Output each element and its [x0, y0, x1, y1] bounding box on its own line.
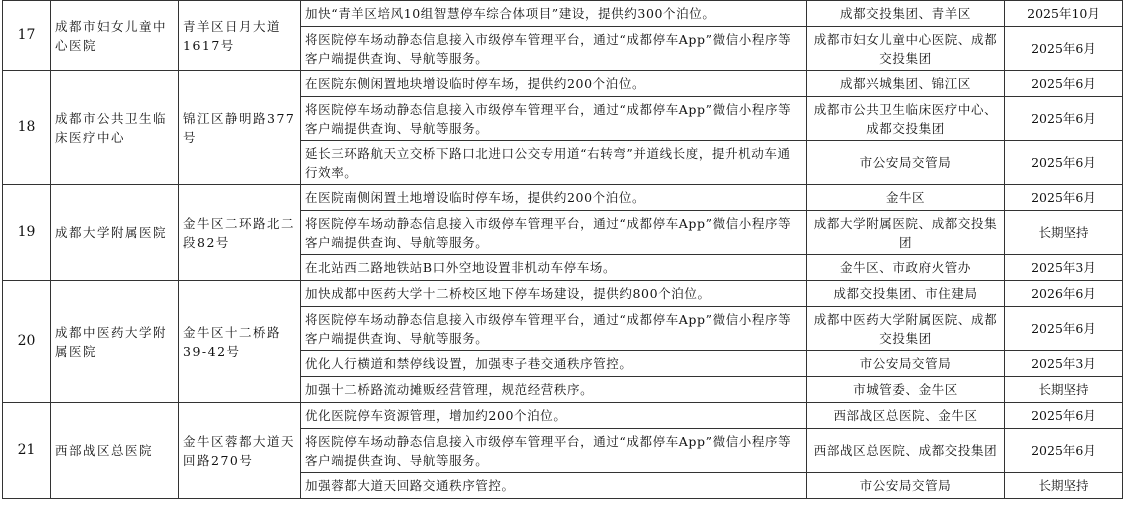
measure-text: 加强十二桥路流动摊贩经营管理，规范经营秩序。 [301, 377, 807, 403]
row-number: 20 [3, 281, 51, 403]
table-row [3, 71, 1123, 97]
responsible-unit: 成都中医药大学附属医院、成都交投集团 [807, 307, 1005, 351]
measure-text: 将医院停车场动静态信息接入市级停车管理平台，通过“成都停车App”微信小程序等客户端提供查询、导航等服务。 [301, 97, 807, 141]
deadline: 2025年6月 [1005, 185, 1123, 211]
deadline: 长期坚持 [1005, 211, 1123, 255]
responsible-unit: 成都大学附属医院、成都交投集团 [807, 211, 1005, 255]
responsible-unit: 市公安局交管局 [807, 351, 1005, 377]
deadline: 2025年6月 [1005, 97, 1123, 141]
measure-text: 延长三环路航天立交桥下路口北进口公交专用道“右转弯”并道线长度，提升机动车通行效率。 [301, 141, 807, 185]
hospital-address: 锦江区静明路377号 [179, 71, 301, 185]
measure-text: 将医院停车场动静态信息接入市级停车管理平台，通过“成都停车App”微信小程序等客户端提供查询、导航等服务。 [301, 429, 807, 473]
row-number: 21 [3, 403, 51, 499]
hospital-name: 成都中医药大学附属医院 [51, 281, 179, 403]
deadline: 2025年3月 [1005, 351, 1123, 377]
responsible-unit: 西部战区总医院、金牛区 [807, 403, 1005, 429]
responsible-unit: 成都交投集团、市住建局 [807, 281, 1005, 307]
hospital-name: 成都市公共卫生临床医疗中心 [51, 71, 179, 185]
table-row [3, 1, 1123, 27]
measure-text: 加快“青羊区培风10组智慧停车综合体项目”建设，提供约300个泊位。 [301, 1, 807, 27]
responsible-unit: 西部战区总医院、成都交投集团 [807, 429, 1005, 473]
hospital-name: 成都大学附属医院 [51, 185, 179, 281]
measure-text: 将医院停车场动静态信息接入市级停车管理平台，通过“成都停车App”微信小程序等客户端提供查询、导航等服务。 [301, 211, 807, 255]
deadline: 长期坚持 [1005, 473, 1123, 499]
deadline: 2025年6月 [1005, 141, 1123, 185]
responsible-unit: 成都市妇女儿童中心医院、成都交投集团 [807, 27, 1005, 71]
measure-text: 加快成都中医药大学十二桥校区地下停车场建设，提供约800个泊位。 [301, 281, 807, 307]
responsible-unit: 成都交投集团、青羊区 [807, 1, 1005, 27]
table-row [3, 281, 1123, 307]
hospital-address: 青羊区日月大道1617号 [179, 1, 301, 71]
hospital-name: 西部战区总医院 [51, 403, 179, 499]
deadline: 2025年6月 [1005, 71, 1123, 97]
hospital-name: 成都市妇女儿童中心医院 [51, 1, 179, 71]
deadline: 2025年6月 [1005, 27, 1123, 71]
deadline: 2025年6月 [1005, 403, 1123, 429]
hospital-parking-table [2, 0, 1123, 499]
deadline: 2025年6月 [1005, 429, 1123, 473]
measure-text: 在北站西二路地铁站B口外空地设置非机动车停车场。 [301, 255, 807, 281]
responsible-unit: 市城管委、金牛区 [807, 377, 1005, 403]
responsible-unit: 成都兴城集团、锦江区 [807, 71, 1005, 97]
measure-text: 加强蓉都大道天回路交通秩序管控。 [301, 473, 807, 499]
table-row [3, 185, 1123, 211]
responsible-unit: 市公安局交管局 [807, 473, 1005, 499]
table-body [3, 1, 1123, 499]
measure-text: 将医院停车场动静态信息接入市级停车管理平台，通过“成都停车App”微信小程序等客户端提供查询、导航等服务。 [301, 27, 807, 71]
row-number: 17 [3, 1, 51, 71]
row-number: 18 [3, 71, 51, 185]
measure-text: 在医院东侧闲置地块增设临时停车场，提供约200个泊位。 [301, 71, 807, 97]
hospital-address: 金牛区蓉都大道天回路270号 [179, 403, 301, 499]
responsible-unit: 成都市公共卫生临床医疗中心、成都交投集团 [807, 97, 1005, 141]
measure-text: 优化医院停车资源管理，增加约200个泊位。 [301, 403, 807, 429]
measure-text: 优化人行横道和禁停线设置，加强枣子巷交通秩序管控。 [301, 351, 807, 377]
deadline: 2025年6月 [1005, 307, 1123, 351]
measure-text: 将医院停车场动静态信息接入市级停车管理平台，通过“成都停车App”微信小程序等客户端提供查询、导航等服务。 [301, 307, 807, 351]
responsible-unit: 金牛区 [807, 185, 1005, 211]
deadline: 2025年10月 [1005, 1, 1123, 27]
deadline: 2025年3月 [1005, 255, 1123, 281]
deadline: 长期坚持 [1005, 377, 1123, 403]
responsible-unit: 金牛区、市政府火管办 [807, 255, 1005, 281]
row-number: 19 [3, 185, 51, 281]
table-row [3, 403, 1123, 429]
hospital-address: 金牛区二环路北二段82号 [179, 185, 301, 281]
deadline: 2026年6月 [1005, 281, 1123, 307]
hospital-address: 金牛区十二桥路39-42号 [179, 281, 301, 403]
responsible-unit: 市公安局交管局 [807, 141, 1005, 185]
measure-text: 在医院南侧闲置土地增设临时停车场，提供约200个泊位。 [301, 185, 807, 211]
